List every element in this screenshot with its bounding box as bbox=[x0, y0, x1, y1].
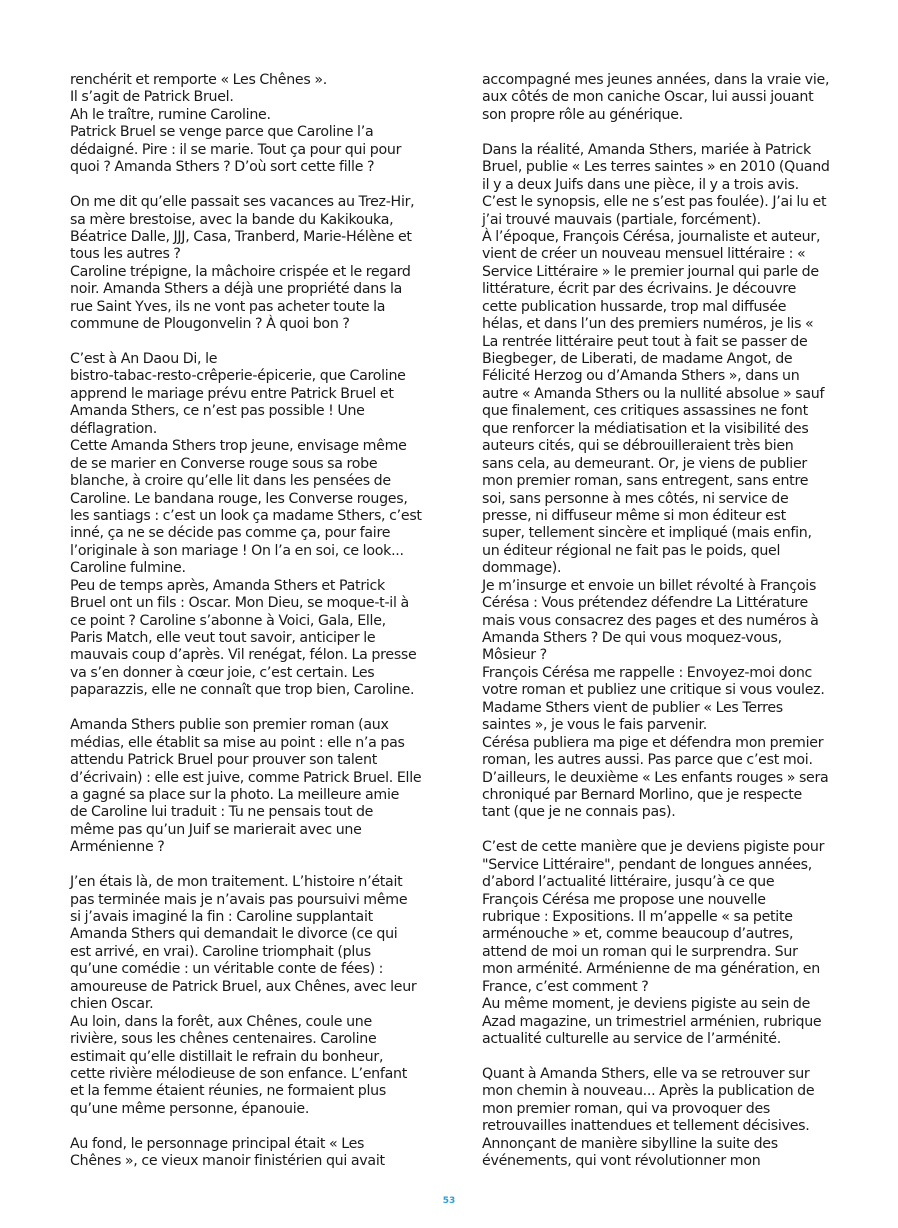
paragraph-break bbox=[70, 700, 413, 717]
text-line: Chênes », ce vieux manoir finistérien qui avait bbox=[70, 1153, 385, 1170]
text-line: commune de Plougonvelin ? À quoi bon ? bbox=[70, 316, 350, 333]
text-line: de Caroline lui traduit : Tu ne pensais tout de bbox=[70, 804, 374, 821]
text-line: Môsieur ? bbox=[482, 647, 547, 664]
text-line: Félicité Herzog ou d’Amanda Sthers », dans un bbox=[482, 368, 800, 385]
text-line: mon chemin à nouveau... Après la publication de bbox=[482, 1083, 815, 1100]
paragraph-break bbox=[70, 334, 413, 351]
text-line: presse, ni diffuseur même si mon éditeur est bbox=[482, 507, 786, 524]
text-line: apprend le mariage prévu entre Patrick Bruel et bbox=[70, 385, 394, 402]
text-line: Béatrice Dalle, JJJ, Casa, Tranberd, Marie-Hélène et bbox=[70, 228, 412, 245]
text-line: va s’en donner à cœur joie, c’est certain. Les bbox=[70, 664, 375, 681]
text-line: Cérésa : Vous prétendez défendre La Littérature bbox=[482, 595, 808, 612]
text-line: La rentrée littéraire peut tout à fait se passer de bbox=[482, 333, 808, 350]
text-line: son propre rôle au générique. bbox=[482, 106, 683, 123]
text-line: Patrick Bruel se venge parce que Caroline l’a bbox=[70, 124, 374, 141]
text-line: votre roman et publiez une critique si vous voulez. bbox=[482, 682, 825, 699]
text-line: Au fond, le personnage principal était « Les bbox=[70, 1135, 365, 1152]
text-line: estimait qu’elle distillait le refrain du bonheur, bbox=[70, 1048, 384, 1065]
text-line: Service Littéraire » le premier journal qui parle de bbox=[482, 263, 819, 280]
text-line: Amanda Sthers qui demandait le divorce (ce qui bbox=[70, 926, 398, 943]
text-line: rivière, sous les chênes centenaires. Caroline bbox=[70, 1031, 377, 1048]
right-column bbox=[482, 72, 830, 1171]
text-line: auteurs cités, qui se débrouilleraient très bien bbox=[482, 438, 794, 455]
paragraph-break bbox=[482, 124, 825, 141]
text-line: renchérit et remporte « Les Chênes ». bbox=[70, 72, 327, 88]
text-line: tous les autres ? bbox=[70, 246, 181, 263]
text-line: Caroline fulmine. bbox=[70, 560, 186, 577]
text-line: rubrique : Expositions. Il m’appelle « sa petite bbox=[482, 909, 793, 925]
text-line: littérature, écrit par des écrivains. Je découvre bbox=[482, 281, 797, 298]
text-line: Caroline trépigne, la mâchoire crispée et le regard bbox=[70, 263, 411, 280]
text-line: de se marier en Converse rouge sous sa robe bbox=[70, 455, 378, 472]
text-line: "Service Littéraire", pendant de longues années, bbox=[482, 856, 813, 873]
text-line: France, c’est comment ? bbox=[482, 978, 649, 995]
text-line: dédaigné. Pire : il se marie. Tout ça pour qui pour bbox=[70, 141, 402, 158]
text-line: quoi ? Amanda Sthers ? D’où sort cette fille ? bbox=[70, 159, 375, 176]
text-line: d’abord l’actualité littéraire, jusqu’à ce que bbox=[482, 874, 775, 891]
text-line: C’est le synopsis, elle ne s’est pas foulée). J’ai lu et bbox=[482, 194, 827, 211]
text-line: blanche, à croire qu’elle lit dans les pensées de bbox=[70, 473, 391, 490]
text-line: vient de créer un nouveau mensuel littéraire : « bbox=[482, 246, 806, 263]
text-line: et la femme étaient réunies, ne formaient plus bbox=[70, 1083, 386, 1100]
text-line: D’ailleurs, le deuxième « Les enfants rouges » sera bbox=[482, 769, 829, 786]
text-line: Cette Amanda Sthers trop jeune, envisage même bbox=[70, 438, 407, 455]
text-line: Dans la réalité, Amanda Sthers, mariée à Patrick bbox=[482, 141, 811, 158]
text-line: même pas qu’un Juif se marierait avec une bbox=[70, 821, 362, 838]
text-line: Au même moment, je deviens pigiste au sein de bbox=[482, 996, 811, 1013]
text-line: mauvais coup d’après. Vil renégat, félon. La presse bbox=[70, 647, 417, 664]
text-line: bistro-tabac-resto-crêperie-épicerie, que Caroline bbox=[70, 368, 406, 385]
text-line: Annonçant de manière sibylline la suite des bbox=[482, 1135, 778, 1152]
text-line: Biegbeger, de Liberati, de madame Angot, de bbox=[482, 351, 793, 367]
text-line: retrouvailles inattendues et tellement décisives. bbox=[482, 1118, 810, 1135]
text-line: a gagné sa place sur la photo. La meilleure amie bbox=[70, 786, 400, 803]
text-line: J’en étais là, de mon traitement. L’histoire n’était bbox=[70, 874, 403, 891]
text-line: qu’une comédie : un véritable conte de fées) : bbox=[70, 961, 384, 978]
text-line: médias, elle établit sa mise au point : elle n’a pas bbox=[70, 734, 405, 751]
text-line: Madame Sthers vient de publier « Les Terres bbox=[482, 699, 783, 716]
text-line: un éditeur régional ne fait pas le poids, quel bbox=[482, 542, 781, 559]
text-line: si j’avais imaginé la fin : Caroline supplantait bbox=[70, 909, 373, 925]
text-line: amoureuse de Patrick Bruel, aux Chênes, avec leur bbox=[70, 978, 417, 995]
text-line: arménouche » et, comme beaucoup d’autres, bbox=[482, 926, 794, 943]
text-line: Ah le traître, rumine Caroline. bbox=[70, 106, 271, 123]
text-line: Paris Match, elle veut tout savoir, anticiper le bbox=[70, 630, 376, 646]
text-line: que finalement, ces critiques assassines ne font bbox=[482, 403, 808, 420]
text-line: cette rivière mélodieuse de son enfance. L’enfant bbox=[70, 1065, 407, 1082]
text-line: événements, qui vont révolutionner mon bbox=[482, 1153, 761, 1170]
text-line: déflagration. bbox=[70, 420, 157, 437]
text-line: François Cérésa me rappelle : Envoyez-moi donc bbox=[482, 664, 813, 681]
text-line: les santiags : c’est un look ça madame Sthers, c’est bbox=[70, 507, 422, 524]
text-line: Peu de temps après, Amanda Sthers et Patrick bbox=[70, 577, 385, 594]
text-line: roman, les autres aussi. Pas parce que c’est moi. bbox=[482, 752, 813, 769]
text-line: rue Saint Yves, ils ne vont pas acheter toute la bbox=[70, 298, 386, 315]
paragraph-break bbox=[70, 857, 413, 874]
text-line: Il s’agit de Patrick Bruel. bbox=[70, 89, 234, 106]
text-line: tant (que je ne connais pas). bbox=[482, 804, 676, 821]
text-line: pas terminée mais je n’avais pas poursuivi même bbox=[70, 891, 408, 908]
text-line: Cérésa publiera ma pige et défendra mon premier bbox=[482, 734, 824, 751]
text-line: Amanda Sthers publie son premier roman (aux bbox=[70, 717, 389, 734]
text-line: d’écrivain) : elle est juive, comme Patrick Bruel. Elle bbox=[70, 769, 422, 786]
text-line: inné, ça ne se décide pas comme ça, pour faire bbox=[70, 525, 391, 542]
paragraph-break bbox=[70, 177, 413, 194]
text-line: Arménienne ? bbox=[70, 839, 165, 856]
text-line: accompagné mes jeunes années, dans la vraie vie, bbox=[482, 72, 830, 88]
text-line: À l’époque, François Cérésa, journaliste et auteur, bbox=[482, 228, 821, 245]
text-line: que renforcer la médiatisation et la visibilité des bbox=[482, 420, 809, 437]
text-line: C’est de cette manière que je deviens pigiste pour bbox=[482, 839, 825, 856]
text-line: On me dit qu’elle passait ses vacances au Trez-Hir, bbox=[70, 194, 415, 211]
text-line: j’ai trouvé mauvais (partiale, forcément). bbox=[482, 211, 761, 228]
page-number: 53 bbox=[442, 1196, 456, 1206]
text-line: actualité culturelle au service de l’arménité. bbox=[482, 1031, 781, 1048]
text-line: Caroline. Le bandana rouge, les Converse rouges, bbox=[70, 490, 408, 507]
left-column bbox=[70, 72, 422, 1171]
paragraph-break bbox=[482, 1049, 825, 1066]
text-line: mon arménité. Arménienne de ma génération, en bbox=[482, 961, 820, 978]
text-line: François Cérésa me propose une nouvelle bbox=[482, 891, 766, 908]
text-line: autre « Amanda Sthers ou la nullité absolue » sauf bbox=[482, 385, 825, 402]
text-line: ce point ? Caroline s’abonne à Voici, Gala, Elle, bbox=[70, 612, 386, 629]
text-line: soi, sans personne à mes côtés, ni service de bbox=[482, 490, 789, 507]
text-line: Quant à Amanda Sthers, elle va se retrouver sur bbox=[482, 1065, 810, 1082]
text-line: sans cela, au demeurant. Or, je viens de publier bbox=[482, 455, 807, 472]
text-line: chroniqué par Bernard Morlino, que je respecte bbox=[482, 786, 802, 803]
text-line: il y a deux Juifs dans une pièce, il y a trois avis. bbox=[482, 176, 799, 193]
text-line: Azad magazine, un trimestriel arménien, rubrique bbox=[482, 1013, 822, 1030]
text-line: l’originale à son mariage ! On l’a en soi, ce look... bbox=[70, 542, 404, 559]
text-line: super, tellement sincère et impliqué (mais enfin, bbox=[482, 525, 812, 542]
text-line: dommage). bbox=[482, 560, 562, 577]
text-line: aux côtés de mon caniche Oscar, lui aussi jouant bbox=[482, 89, 814, 106]
text-line: sa mère brestoise, avec la bande du Kakikouka, bbox=[70, 211, 394, 228]
text-line: Au loin, dans la forêt, aux Chênes, coule une bbox=[70, 1013, 372, 1030]
text-line: paparazzis, elle ne connaît que trop bien, Caroline. bbox=[70, 682, 415, 699]
text-line: Amanda Sthers ? De qui vous moquez-vous, bbox=[482, 630, 782, 646]
text-line: qu’une même personne, épanouie. bbox=[70, 1100, 310, 1117]
text-line: chien Oscar. bbox=[70, 996, 154, 1013]
text-line: attend de moi un roman qui le surprendra. Sur bbox=[482, 943, 798, 960]
text-line: Bruel, publie « Les terres saintes » en 2010 (Quand bbox=[482, 159, 830, 176]
text-line: noir. Amanda Sthers a déjà une propriété dans la bbox=[70, 281, 403, 298]
text-line: saintes », je vous le fais parvenir. bbox=[482, 717, 707, 734]
text-line: hélas, et dans l’un des premiers numéros, je lis « bbox=[482, 316, 814, 333]
text-line: Bruel ont un fils : Oscar. Mon Dieu, se moque-t-il à bbox=[70, 595, 409, 612]
paragraph-break bbox=[482, 822, 825, 839]
text-line: est arrivé, en vrai). Caroline triomphait (plus bbox=[70, 943, 371, 960]
text-line: attendu Patrick Bruel pour prouver son talent bbox=[70, 752, 378, 769]
text-line: C’est à An Daou Di, le bbox=[70, 351, 218, 367]
paragraph-break bbox=[70, 1118, 413, 1135]
text-line: mon premier roman, qui va provoquer des bbox=[482, 1100, 771, 1117]
text-line: Je m’insurge et envoie un billet révolté à François bbox=[482, 577, 817, 594]
text-line: cette publication hussarde, trop mal diffusée bbox=[482, 298, 787, 315]
text-line: Amanda Sthers, ce n’est pas possible ! Une bbox=[70, 403, 365, 420]
text-line: mais vous consacrez des pages et des numéros à bbox=[482, 612, 819, 629]
text-line: mon premier roman, sans entregent, sans entre bbox=[482, 473, 809, 490]
